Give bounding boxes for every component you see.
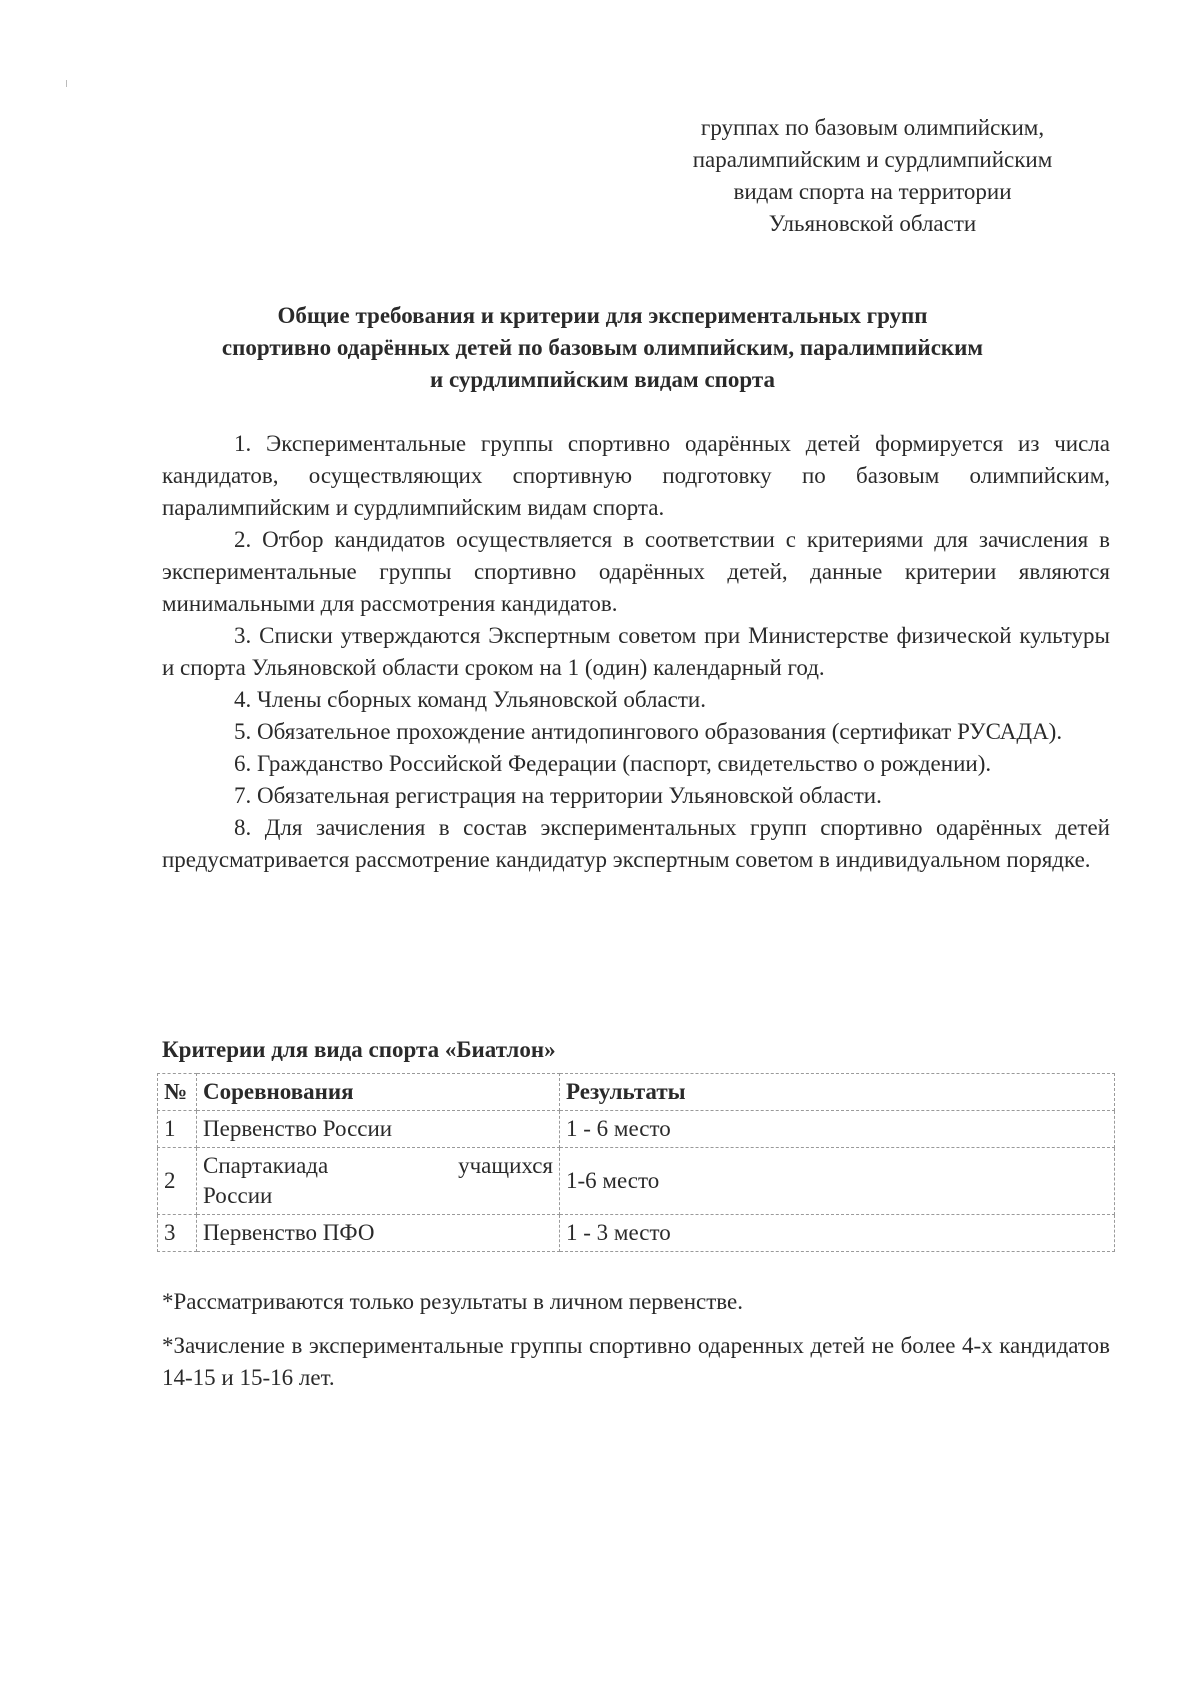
row-number: 2 [158,1148,197,1215]
requirement-item: 8. Для зачисления в состав экспериментальных групп спортивно одарённых детей предусматривается рассмотрение кандидатур экспертным советом в индивидуальном порядке. [162,815,1110,872]
header-result: Результаты [560,1074,1115,1111]
row-competition: Первенство ПФО [197,1215,560,1252]
header-line: Ульяновской области [768,211,977,236]
row-result: 1 - 3 место [560,1215,1115,1252]
title-line: спортивно одарённых детей по базовым олимпийским, паралимпийским [221,335,984,360]
header-line: паралимпийским и сурдлимпийским [692,147,1053,172]
requirement-item: 2. Отбор кандидатов осуществляется в соответствии с критериями для зачисления в экспериментальные группы спортивно одарённых детей, данные критерии являются минимальными для рассмотрения кандидатов. [162,527,1110,616]
row-competition [197,1148,560,1215]
table-caption: Критерии для вида спорта «Биатлон» [162,1037,556,1062]
table-row [158,1111,1115,1148]
header-competition: Соревнования [197,1074,560,1111]
footnote: *Рассматриваются только результаты в личном первенстве. [162,1289,743,1314]
competition-word: Спартакиада [203,1153,329,1178]
row-result: 1 - 6 место [560,1111,1115,1148]
competition-word: учащихся [458,1153,553,1178]
row-number: 3 [158,1215,197,1252]
document-title [120,300,1085,396]
requirement-item: 1. Экспериментальные группы спортивно одарённых детей формируется из числа кандидатов, осуществляющих спортивную подготовку по базовым олимпийским, паралимпийским и сурдлимпийским видам спорта. [162,431,1110,520]
header-line: группах по базовым олимпийским, [700,115,1045,140]
requirement-item: 7. Обязательная регистрация на территории Ульяновской области. [234,783,882,808]
document-header [600,112,1145,240]
requirement-item: 6. Гражданство Российской Федерации (паспорт, свидетельство о рождении). [234,751,992,776]
table-header-row [158,1074,1115,1111]
title-line: Общие требования и критерии для экспериментальных групп [277,303,928,328]
table-row [158,1215,1115,1252]
competition-line [203,1151,553,1181]
header-line: видам спорта на территории [733,179,1012,204]
scan-mark [66,80,70,87]
header-number: № [158,1074,197,1111]
title-line: и сурдлимпийским видам спорта [430,367,775,392]
requirement-item: 3. Списки утверждаются Экспертным советом при Министерстве физической культуры и спорта Ульяновской области сроком на 1 (один) календарный год. [162,623,1110,680]
criteria-table [157,1073,1115,1252]
competition-line: России [203,1183,273,1208]
row-competition: Первенство России [197,1111,560,1148]
row-result: 1-6 место [560,1148,1115,1215]
requirement-item: 4. Члены сборных команд Ульяновской области. [234,687,706,712]
row-number: 1 [158,1111,197,1148]
footnote: *Зачисление в экспериментальные группы спортивно одаренных детей не более 4-х кандидатов 14-15 и 15-16 лет. [162,1333,1110,1390]
table-row [158,1148,1115,1215]
requirement-item: 5. Обязательное прохождение антидопингового образования (сертификат РУСАДА). [234,719,1063,744]
requirements-list [162,428,1110,876]
